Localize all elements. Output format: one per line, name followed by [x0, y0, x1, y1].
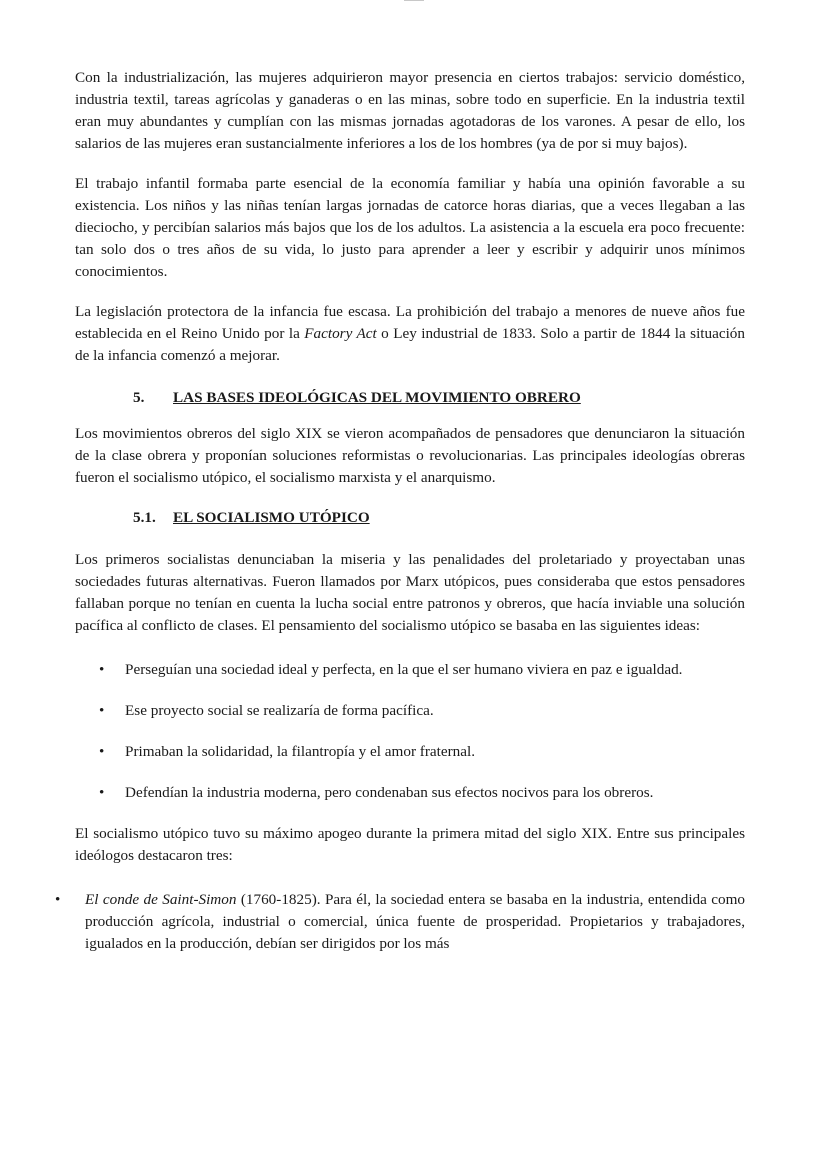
section-heading-5-1 [133, 507, 745, 529]
thinkers-list [55, 889, 745, 955]
list-item-text: Ese proyecto social se realizaría de forma pacífica. [125, 702, 434, 719]
list-item-text: Primaban la solidaridad, la filantropía y el amor fraternal. [125, 743, 476, 760]
section-title: LAS BASES IDEOLÓGICAS DEL MOVIMIENTO OBRERO [173, 389, 581, 406]
paragraph-child-legislation [75, 301, 745, 367]
bullet-icon: • [99, 784, 105, 801]
list-item-text: Perseguían una sociedad ideal y perfecta, en la que el ser humano viviera en paz e igualdad. [125, 661, 683, 678]
subsection-title: EL SOCIALISMO UTÓPICO [173, 509, 370, 526]
paragraph-utopian-socialists: Los primeros socialistas denunciaban la miseria y las penalidades del proletariado y proyectaban unas sociedades futuras alternativas. Fueron llamados por Marx utópicos, pues consideraba que estos pensadores fallaban porque no tenían en cuenta la lucha social entre patronos y obreros, que hacía inviable una solución pacífica al conflicto de clases. El pensamiento del socialismo utópico se basaba en las siguientes ideas: [75, 551, 745, 634]
bullet-icon: • [99, 702, 105, 719]
paragraph-utopian-apogee: El socialismo utópico tuvo su máximo apogeo durante la primera mitad del siglo XIX. Entre sus principales ideólogos destacaron tres: [75, 825, 745, 864]
list-item [75, 782, 745, 804]
section-number: 5. [133, 389, 145, 406]
legislation-text-end: o Ley industrial de 1833. Solo a partir de 1844 la situación de la infancia comenzó a mejorar. [75, 325, 745, 364]
paragraph-workers-ideologies: Los movimientos obreros del siglo XIX se vieron acompañados de pensadores que denunciaron la situación de la clase obrera y proponían soluciones reformistas o revolucionarias. Las principales ideologías obreras fueron el socialismo utópico, el socialismo marxista y el anarquismo. [75, 425, 745, 486]
page-top-mark [404, 0, 424, 1]
thinker-item [55, 889, 745, 955]
legislation-text-start: La legislación protectora de la infancia fue escasa. La prohibición del trabajo a menores de nueve años fue establecida en el Reino Unido por la [75, 303, 745, 342]
thinker-description: (1760-1825). Para él, la sociedad entera se basaba en la industria, entendida como producción agrícola, industrial o comercial, única fuente de prosperidad. Propietarios y trabajadores, igualados en la producción, debían ser dirigidos por los más [85, 891, 745, 952]
section-heading-5 [133, 387, 745, 409]
list-item [75, 659, 745, 681]
list-item [75, 741, 745, 763]
bullet-icon: • [55, 891, 61, 908]
bullet-icon: • [99, 743, 105, 760]
document-page [55, 67, 745, 955]
paragraph-women-work: Con la industrialización, las mujeres adquirieron mayor presencia en ciertos trabajos: servicio doméstico, industria textil, tareas agrícolas y ganaderas o en las minas, sobre todo en superficie. En la industria textil eran muy abundantes y cumplían con las mismas jornadas agotadoras de los varones. A pesar de ello, los salarios de las mujeres eran sustancialmente inferiores a los de los hombres (ya de por si muy bajos). [75, 69, 745, 152]
list-item [75, 700, 745, 722]
thinker-name: El conde de Saint-Simon [85, 891, 237, 908]
list-item-text: Defendían la industria moderna, pero condenaban sus efectos nocivos para los obreros. [125, 784, 654, 801]
factory-act-italic: Factory Act [304, 325, 377, 342]
utopian-ideas-list [75, 659, 745, 804]
subsection-number: 5.1. [133, 509, 156, 526]
paragraph-child-labor: El trabajo infantil formaba parte esencial de la economía familiar y había una opinión favorable a su existencia. Los niños y las niñas tenían largas jornadas de catorce horas diarias, que a veces llegaban a las dieciocho, y percibían salarios más bajos que los de los adultos. La asistencia a la escuela era poco frecuente: tan solo dos o tres años de su vida, lo justo para aprender a leer y escribir y adquirir unos mínimos conocimientos. [75, 175, 745, 280]
bullet-icon: • [99, 661, 105, 678]
